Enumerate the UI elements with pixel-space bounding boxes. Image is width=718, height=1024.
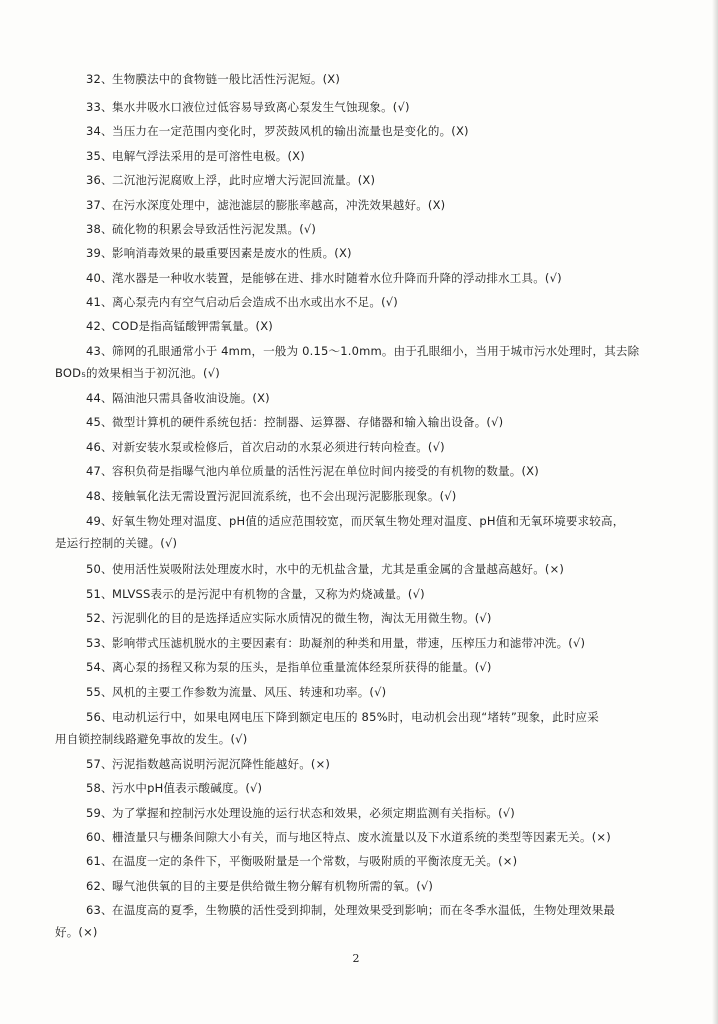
question-number: 41、 [86, 295, 113, 309]
question-item [60, 410, 690, 434]
question-item [60, 752, 690, 776]
question-item [60, 705, 690, 729]
question-number: 62、 [86, 879, 113, 893]
question-text: 隔油池只需具备收油设施。(X) [112, 391, 270, 405]
question-item [60, 119, 690, 143]
question-item [60, 776, 690, 800]
question-text: 硫化物的积累会导致活性污泥发黑。(√) [112, 222, 317, 236]
question-item [60, 631, 690, 655]
question-item [60, 290, 690, 314]
question-text: 电动机运行中，如果电网电压下降到额定电压的 85%时，电动机会出现“堵转”现象，此时应采 [112, 710, 599, 724]
question-text: 接触氧化法无需设置污泥回流系统，也不会出现污泥膨胀现象。(√) [112, 489, 457, 503]
question-item [60, 509, 690, 533]
question-number: 43、 [86, 344, 113, 358]
question-text: 容积负荷是指曝气池内单位质量的活性污泥在单位时间内接受的有机物的数量。(X) [112, 464, 539, 478]
question-item [60, 680, 690, 704]
question-item [60, 217, 690, 241]
question-text: 离心泵的扬程又称为泵的压头，是指单位重量流体经泵所获得的能量。(√) [112, 660, 492, 674]
question-number: 47、 [86, 464, 113, 478]
question-text: 离心泵壳内有空气启动后会造成不出水或出水不足。(√) [112, 295, 398, 309]
question-text: 栅渣量只与栅条间隙大小有关，而与地区特点、废水流量以及下水道系统的类型等因素无关。(×) [112, 830, 611, 844]
question-number: 50、 [86, 562, 113, 576]
question-number: 51、 [86, 587, 113, 601]
question-text: 在温度一定的条件下，平衡吸附量是一个常数，与吸附质的平衡浓度无关。(×) [112, 854, 518, 868]
question-number: 44、 [86, 391, 113, 405]
question-item [60, 266, 690, 290]
question-item [60, 898, 690, 922]
question-item [60, 241, 690, 265]
question-number: 46、 [86, 440, 113, 454]
question-continuation: 好。(×) [55, 925, 98, 939]
question-number: 52、 [86, 611, 113, 625]
question-text: 微型计算机的硬件系统包括：控制器、运算器、存储器和输入输出设备。(√) [112, 415, 504, 429]
question-number: 55、 [86, 685, 113, 699]
question-text: 污泥驯化的目的是选择适应实际水质情况的微生物，淘汰无用微生物。(√) [112, 611, 492, 625]
question-item [60, 95, 690, 119]
question-number: 34、 [86, 124, 113, 138]
question-item [60, 825, 690, 849]
question-item [60, 314, 690, 338]
question-text: 好氧生物处理对温度、pH值的适应范围较宽，而厌氧生物处理对温度、pH值和无氧环境要求较高， [112, 514, 625, 528]
question-number: 57、 [86, 757, 113, 771]
question-continuation: BOD₅的效果相当于初沉池。(√) [55, 366, 220, 380]
question-item [60, 168, 690, 192]
question-item [60, 874, 690, 898]
question-number: 33、 [86, 100, 113, 114]
question-text: 影响带式压滤机脱水的主要因素有：助凝剂的种类和用量，带速，压榨压力和滤带冲洗。(√) [112, 636, 586, 650]
question-item [60, 386, 690, 410]
question-item [60, 557, 690, 581]
question-text: 滗水器是一种收水装置，是能够在进、排水时随着水位升降而升降的浮动排水工具。(√) [112, 271, 562, 285]
question-text: 生物膜法中的食物链一般比活性污泥短。(X) [112, 72, 341, 86]
question-number: 54、 [86, 660, 113, 674]
question-item [60, 459, 690, 483]
question-number: 63、 [86, 903, 113, 917]
question-text: 风机的主要工作参数为流量、风压、转速和功率。(√) [112, 685, 387, 699]
question-number: 48、 [86, 489, 113, 503]
question-item [60, 339, 690, 363]
question-text: COD是指高锰酸钾需氧量。(X) [112, 319, 273, 333]
question-text: 曝气池供氧的目的主要是供给微生物分解有机物所需的氧。(√) [112, 879, 434, 893]
question-number: 45、 [86, 415, 113, 429]
question-text: 在污水深度处理中，滤池滤层的膨胀率越高，冲洗效果越好。(X) [112, 198, 446, 212]
question-item [60, 193, 690, 217]
question-text: 污泥指数越高说明污泥沉降性能越好。(×) [112, 757, 331, 771]
question-text: 使用活性炭吸附法处理废水时，水中的无机盐含量，尤其是重金属的含量越高越好。(×) [112, 562, 565, 576]
question-text: 二沉池污泥腐败上浮，此时应增大污泥回流量。(X) [112, 173, 376, 187]
question-number: 56、 [86, 710, 113, 724]
question-item [60, 655, 690, 679]
question-text: 对新安装水泵或检修后，首次启动的水泵必须进行转向检查。(√) [112, 440, 445, 454]
question-number: 38、 [86, 222, 113, 236]
question-item [60, 435, 690, 459]
question-number: 36、 [86, 173, 113, 187]
question-number: 49、 [86, 514, 113, 528]
question-number: 40、 [86, 271, 113, 285]
question-text: 为了掌握和控制污水处理设施的运行状态和效果，必须定期监测有关指标。(√) [112, 806, 515, 820]
scan-edge-shadow [712, 0, 718, 1024]
question-number: 37、 [86, 198, 113, 212]
question-item [60, 801, 690, 825]
question-continuation: 用自锁控制线路避免事故的发生。(√) [55, 732, 248, 746]
question-number: 59、 [86, 806, 113, 820]
question-item [60, 606, 690, 630]
question-text: 影响消毒效果的最重要因素是废水的性质。(X) [112, 246, 352, 260]
question-item [60, 144, 690, 168]
question-item [60, 484, 690, 508]
question-number: 39、 [86, 246, 113, 260]
question-item [60, 67, 690, 91]
question-number: 32、 [86, 72, 113, 86]
question-text: 筛网的孔眼通常小于 4mm，一般为 0.15～1.0mm。由于孔眼细小，当用于城市污水处理时，其去除 [112, 344, 640, 358]
question-text: 在温度高的夏季，生物膜的活性受到抑制，处理效果受到影响；而在冬季水温低，生物处理效果最 [112, 903, 616, 917]
page-number: 2 [352, 952, 360, 965]
question-item [60, 582, 690, 606]
question-text: MLVSS表示的是污泥中有机物的含量，又称为灼烧减量。(√) [112, 587, 425, 601]
question-number: 35、 [86, 149, 113, 163]
question-text: 电解气浮法采用的是可溶性电极。(X) [112, 149, 305, 163]
question-number: 58、 [86, 781, 113, 795]
question-text: 集水井吸水口液位过低容易导致离心泵发生气蚀现象。(√) [112, 100, 410, 114]
question-item [60, 849, 690, 873]
question-number: 42、 [86, 319, 113, 333]
question-number: 60、 [86, 830, 113, 844]
question-text: 污水中pH值表示酸碱度。(√) [112, 781, 263, 795]
question-text: 当压力在一定范围内变化时，罗茨鼓风机的输出流量也是变化的。(X) [112, 124, 469, 138]
question-number: 53、 [86, 636, 113, 650]
question-continuation: 是运行控制的关键。(√) [55, 536, 178, 550]
question-number: 61、 [86, 854, 113, 868]
